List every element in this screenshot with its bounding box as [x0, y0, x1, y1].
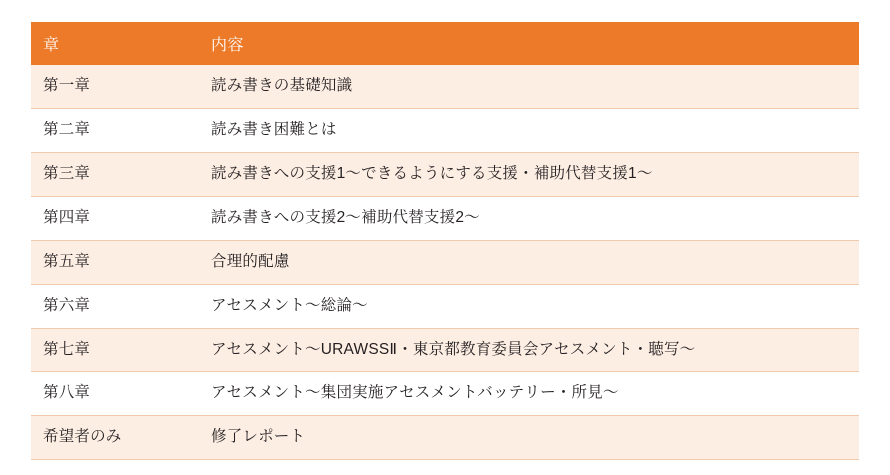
cell-content: アセスメント～URAWSSⅡ・東京都教育委員会アセスメント・聴写～: [189, 328, 859, 372]
table-row: [31, 108, 859, 152]
cell-chapter: 第四章: [31, 196, 189, 240]
table-body: [31, 65, 859, 460]
cell-content: 読み書きの基礎知識: [189, 65, 859, 108]
table-row: [31, 328, 859, 372]
table-row: [31, 284, 859, 328]
cell-content: 読み書きへの支援1～できるようにする支援・補助代替支援1～: [189, 152, 859, 196]
cell-chapter: 第三章: [31, 152, 189, 196]
cell-chapter: 第七章: [31, 328, 189, 372]
table-row: [31, 65, 859, 108]
table-row: [31, 240, 859, 284]
table-row: [31, 196, 859, 240]
table-header-row: [31, 22, 859, 65]
cell-chapter: 第八章: [31, 372, 189, 416]
cell-content: 読み書きへの支援2～補助代替支援2～: [189, 196, 859, 240]
cell-content: 合理的配慮: [189, 240, 859, 284]
cell-content: アセスメント～総論～: [189, 284, 859, 328]
cell-chapter: 第五章: [31, 240, 189, 284]
curriculum-table: [31, 22, 859, 460]
table-row: [31, 416, 859, 460]
cell-content: アセスメント～集団実施アセスメントバッテリー・所見～: [189, 372, 859, 416]
column-header-chapter: 章: [31, 22, 189, 65]
cell-content: 読み書き困難とは: [189, 108, 859, 152]
table-header: [31, 22, 859, 65]
table-row: [31, 152, 859, 196]
column-header-content: 内容: [189, 22, 859, 65]
cell-chapter: 第六章: [31, 284, 189, 328]
cell-chapter: 第二章: [31, 108, 189, 152]
cell-chapter: 希望者のみ: [31, 416, 189, 460]
cell-content: 修了レポート: [189, 416, 859, 460]
cell-chapter: 第一章: [31, 65, 189, 108]
table-row: [31, 372, 859, 416]
